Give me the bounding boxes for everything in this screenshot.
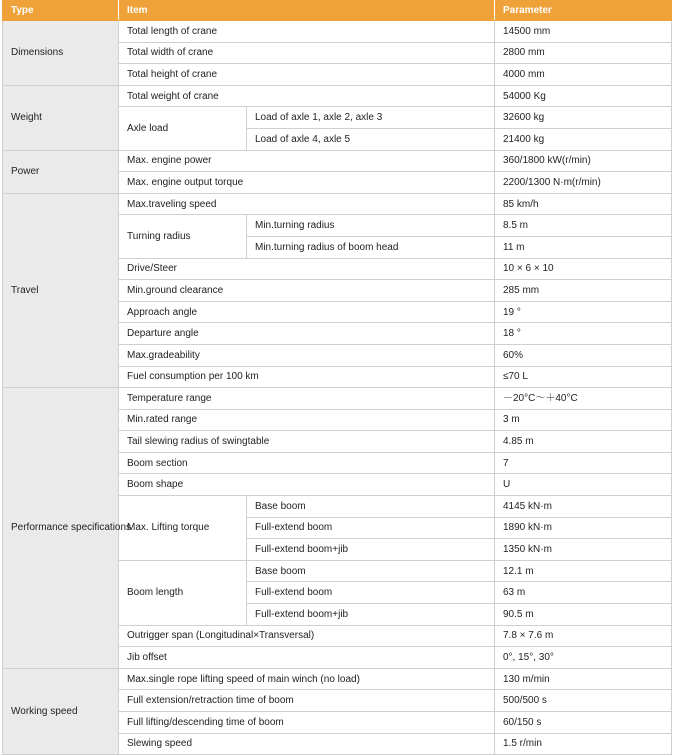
item-label: Full extension/retraction time of boom <box>119 690 495 712</box>
param-value: 4145 kN·m <box>495 496 672 518</box>
param-value: 2800 mm <box>495 42 672 64</box>
item-label: Max. Lifting torque <box>119 496 247 561</box>
item-label: Total width of crane <box>119 42 495 64</box>
subitem-label: Full-extend boom+jib <box>247 604 495 626</box>
subitem-label: Base boom <box>247 560 495 582</box>
type-dimensions: Dimensions <box>3 21 119 86</box>
item-label: Fuel consumption per 100 km <box>119 366 495 388</box>
item-label: Slewing speed <box>119 733 495 755</box>
table-row <box>3 193 672 215</box>
subitem-label: Full-extend boom <box>247 582 495 604</box>
subitem-label: Min.turning radius <box>247 215 495 237</box>
type-working-speed: Working speed <box>3 668 119 754</box>
param-value: 14500 mm <box>495 21 672 43</box>
item-label: Min.rated range <box>119 409 495 431</box>
param-value: 2200/1300 N·m(r/min) <box>495 172 672 194</box>
item-label: Jib offset <box>119 647 495 669</box>
param-value: 18 ° <box>495 323 672 345</box>
param-value: 1350 kN·m <box>495 539 672 561</box>
item-label: Max.gradeability <box>119 344 495 366</box>
header-item: Item <box>119 1 495 21</box>
param-value: 90.5 m <box>495 604 672 626</box>
param-value: 7.8 × 7.6 m <box>495 625 672 647</box>
item-label: Drive/Steer <box>119 258 495 280</box>
type-performance: Performance specifications <box>3 388 119 669</box>
subitem-label: Load of axle 4, axle 5 <box>247 128 495 150</box>
header-row <box>3 1 672 21</box>
param-value: 4.85 m <box>495 431 672 453</box>
subitem-label: Full-extend boom+jib <box>247 539 495 561</box>
param-value: 54000 Kg <box>495 85 672 107</box>
header-parameter: Parameter <box>495 1 672 21</box>
param-value: 21400 kg <box>495 128 672 150</box>
item-label: Approach angle <box>119 301 495 323</box>
param-value: 60/150 s <box>495 712 672 734</box>
type-travel: Travel <box>3 193 119 387</box>
subitem-label: Min.turning radius of boom head <box>247 236 495 258</box>
param-value: 0°, 15°, 30° <box>495 647 672 669</box>
table-row <box>3 388 672 410</box>
type-power: Power <box>3 150 119 193</box>
item-label: Max.traveling speed <box>119 193 495 215</box>
item-label: Total weight of crane <box>119 85 495 107</box>
item-label: Max.single rope lifting speed of main winch (no load) <box>119 668 495 690</box>
item-label: Total height of crane <box>119 64 495 86</box>
param-value: 63 m <box>495 582 672 604</box>
param-value: 7 <box>495 452 672 474</box>
item-label: Axle load <box>119 107 247 150</box>
item-label: Departure angle <box>119 323 495 345</box>
param-value: 32600 kg <box>495 107 672 129</box>
table-row <box>3 21 672 43</box>
item-label: Boom shape <box>119 474 495 496</box>
specification-table <box>2 0 672 755</box>
table-row <box>3 85 672 107</box>
item-label: Total length of crane <box>119 21 495 43</box>
param-value: 11 m <box>495 236 672 258</box>
item-label: Tail slewing radius of swingtable <box>119 431 495 453</box>
param-value: 10 × 6 × 10 <box>495 258 672 280</box>
param-value: 60% <box>495 344 672 366</box>
param-value: 8.5 m <box>495 215 672 237</box>
item-label: Max. engine output torque <box>119 172 495 194</box>
param-value: 1890 kN·m <box>495 517 672 539</box>
param-value: －20°C～＋40°C <box>495 388 672 410</box>
param-value: 285 mm <box>495 280 672 302</box>
subitem-label: Full-extend boom <box>247 517 495 539</box>
param-value: 360/1800 kW(r/min) <box>495 150 672 172</box>
param-value: 19 ° <box>495 301 672 323</box>
param-value: U <box>495 474 672 496</box>
item-label: Max. engine power <box>119 150 495 172</box>
item-label: Temperature range <box>119 388 495 410</box>
param-value: 85 km/h <box>495 193 672 215</box>
item-label: Min.ground clearance <box>119 280 495 302</box>
param-value: ≤70 L <box>495 366 672 388</box>
param-value: 130 m/min <box>495 668 672 690</box>
param-value: 1.5 r/min <box>495 733 672 755</box>
param-value: 12.1 m <box>495 560 672 582</box>
param-value: 3 m <box>495 409 672 431</box>
table-row <box>3 668 672 690</box>
type-weight: Weight <box>3 85 119 150</box>
header-type: Type <box>3 1 119 21</box>
param-value: 500/500 s <box>495 690 672 712</box>
item-label: Outrigger span (Longitudinal×Transversal) <box>119 625 495 647</box>
item-label: Boom section <box>119 452 495 474</box>
item-label: Turning radius <box>119 215 247 258</box>
table-row <box>3 150 672 172</box>
param-value: 4000 mm <box>495 64 672 86</box>
subitem-label: Load of axle 1, axle 2, axle 3 <box>247 107 495 129</box>
item-label: Boom length <box>119 560 247 625</box>
item-label: Full lifting/descending time of boom <box>119 712 495 734</box>
subitem-label: Base boom <box>247 496 495 518</box>
